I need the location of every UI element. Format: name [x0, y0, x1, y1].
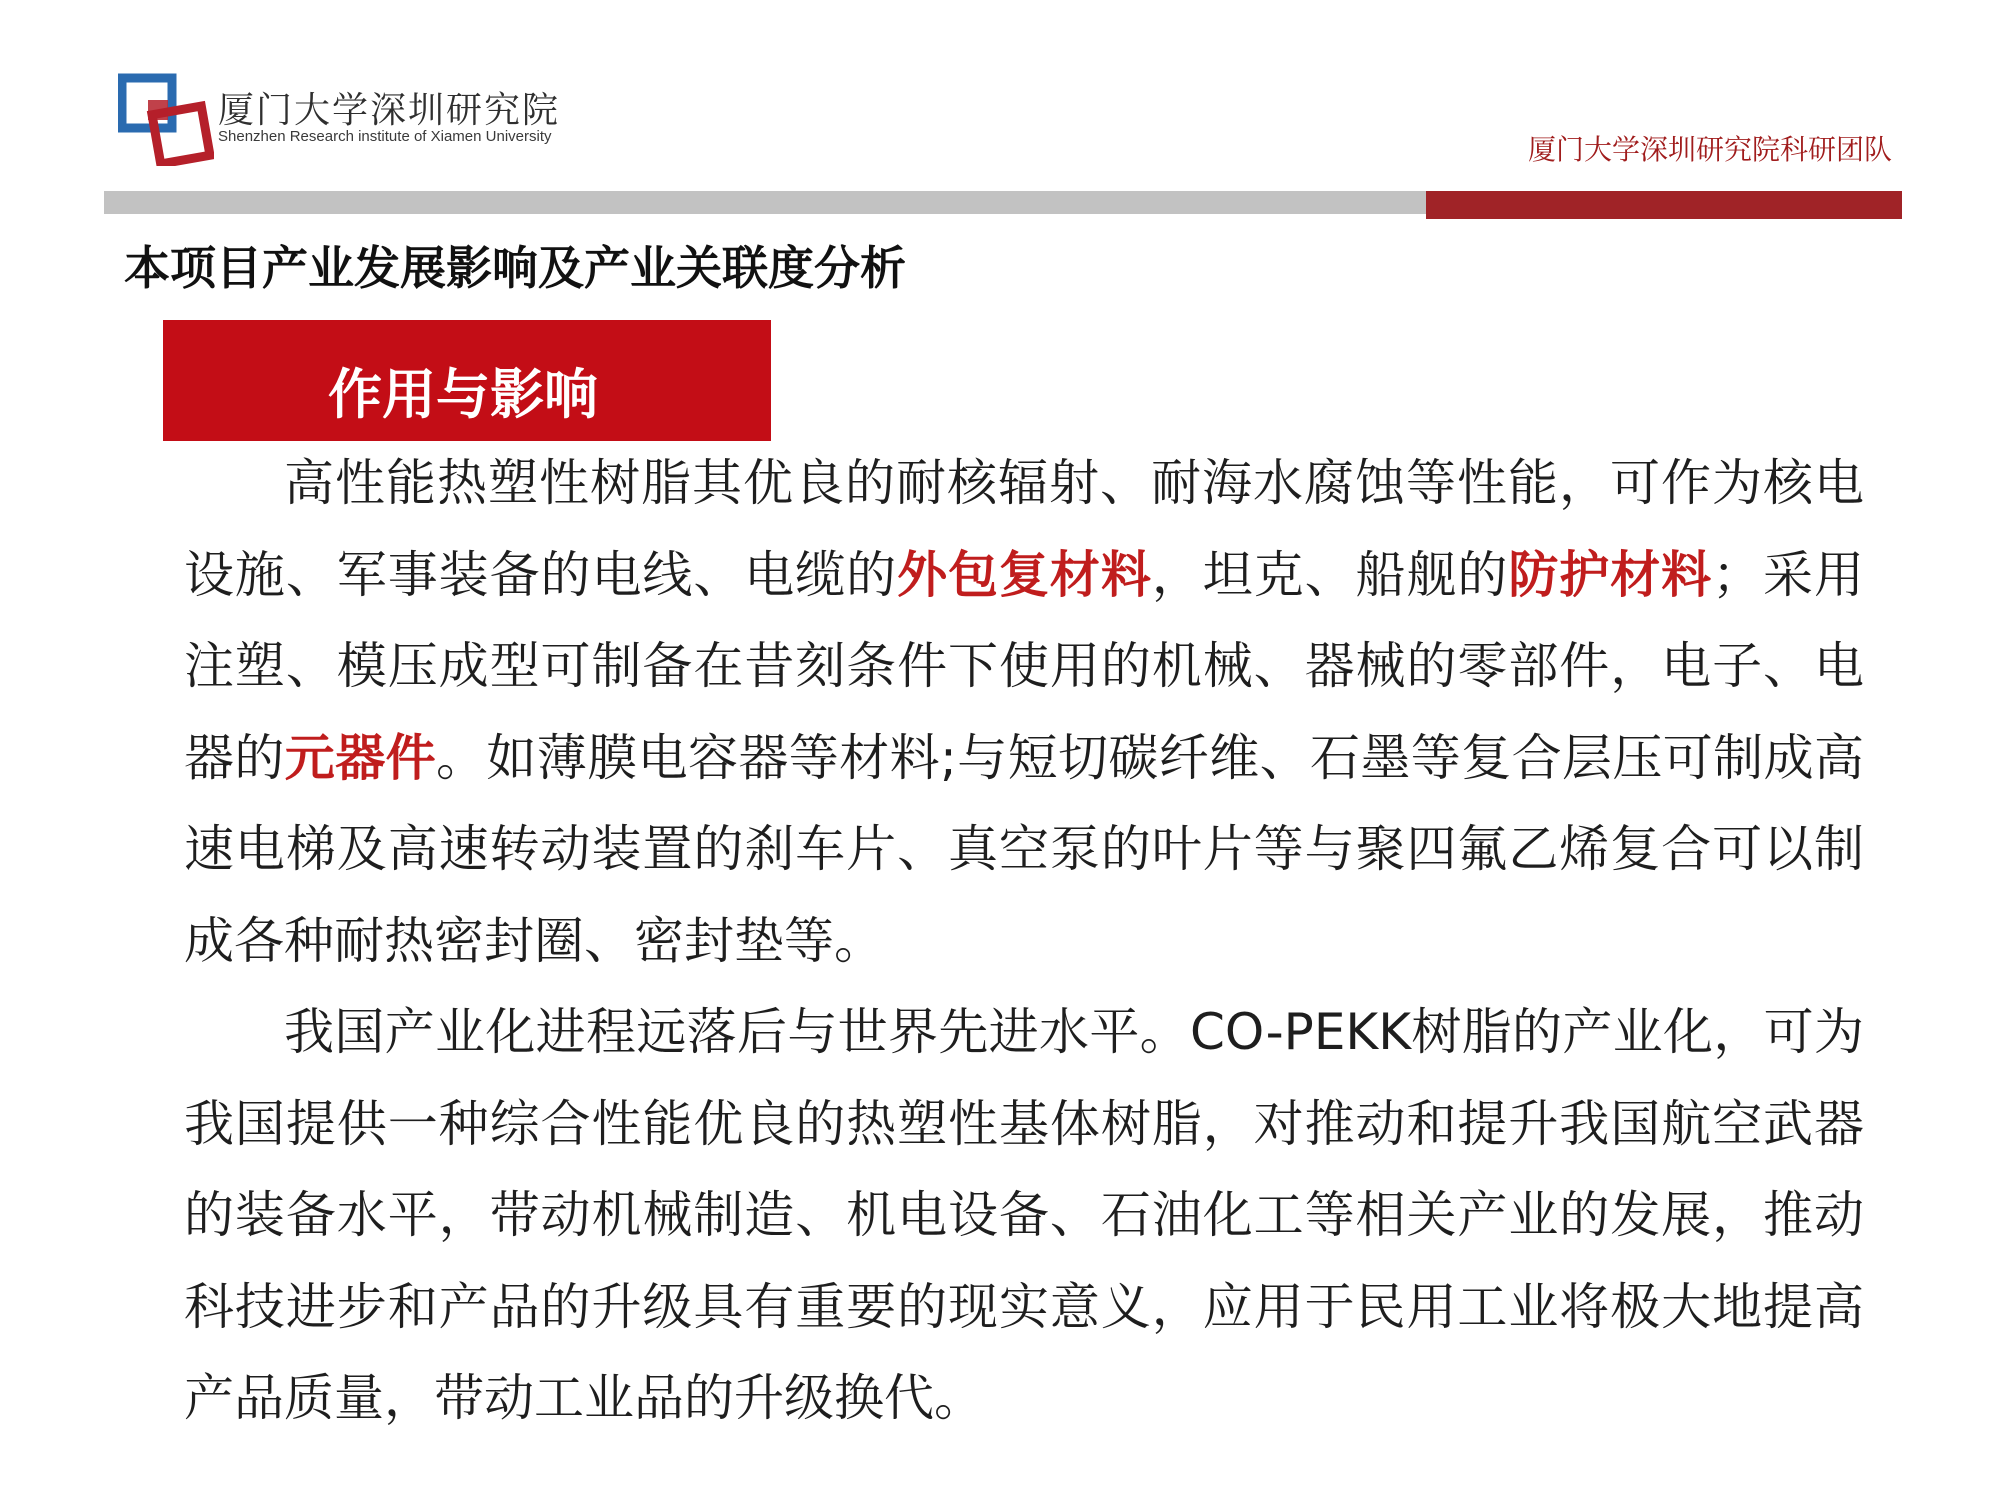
paragraph-industrialization: 我国产业化进程远落后与世界先进水平。CO-PEKK树脂的产业化，可为我国提供一种综合性能优良的热塑性基体树脂，对推动和提升我国航空武器的装备水平，带动机械制造、机电设备、石油化工等相关产业的发展，推动科技进步和产品的升级具有重要的现实意义，应用于民用工业将极大地提高产品质量，带动工业品的升级换代。 [184, 1003, 1864, 1427]
paragraph-impact [184, 438, 1864, 987]
logo-text-cn: 厦门大学深圳研究院 [218, 90, 561, 131]
header-divider-red [1426, 191, 1902, 219]
paragraph-1-text-3: ；采用注塑、模压成型可制备在昔刻条件下使用的机械、器械的零部件，电子、电器的 [184, 545, 1864, 787]
highlight-components: 元器件 [284, 728, 436, 787]
page-title: 本项目产业发展影响及产业关联度分析 [124, 241, 906, 295]
institute-logo-icon [118, 70, 214, 166]
section-label: 作用与影响 [328, 363, 598, 426]
header-divider-gray [104, 191, 1426, 214]
team-name: 厦门大学深圳研究院科研团队 [1527, 133, 1892, 166]
paragraph-1-text-2: ，坦克、船舰的 [1151, 545, 1509, 604]
highlight-outer-cladding-material: 外包复材料 [897, 545, 1152, 604]
body-text [184, 438, 1864, 1445]
highlight-protective-material: 防护材料 [1508, 545, 1713, 604]
logo-text-en: Shenzhen Research institute of Xiamen University [218, 128, 552, 145]
paragraph-1-text-4: 。如薄膜电容器等材料;与短切碳纤维、石墨等复合层压可制成高速电梯及高速转动装置的刹车片、真空泵的叶片等与聚四氟乙烯复合可以制成各种耐热密封圈、密封垫等。 [184, 728, 1864, 970]
paragraph-1-text-1: 高性能热塑性树脂其优良的耐核辐射、耐海水腐蚀等性能，可作为核电设施、军事装备的电线、电缆的 [184, 454, 1864, 604]
